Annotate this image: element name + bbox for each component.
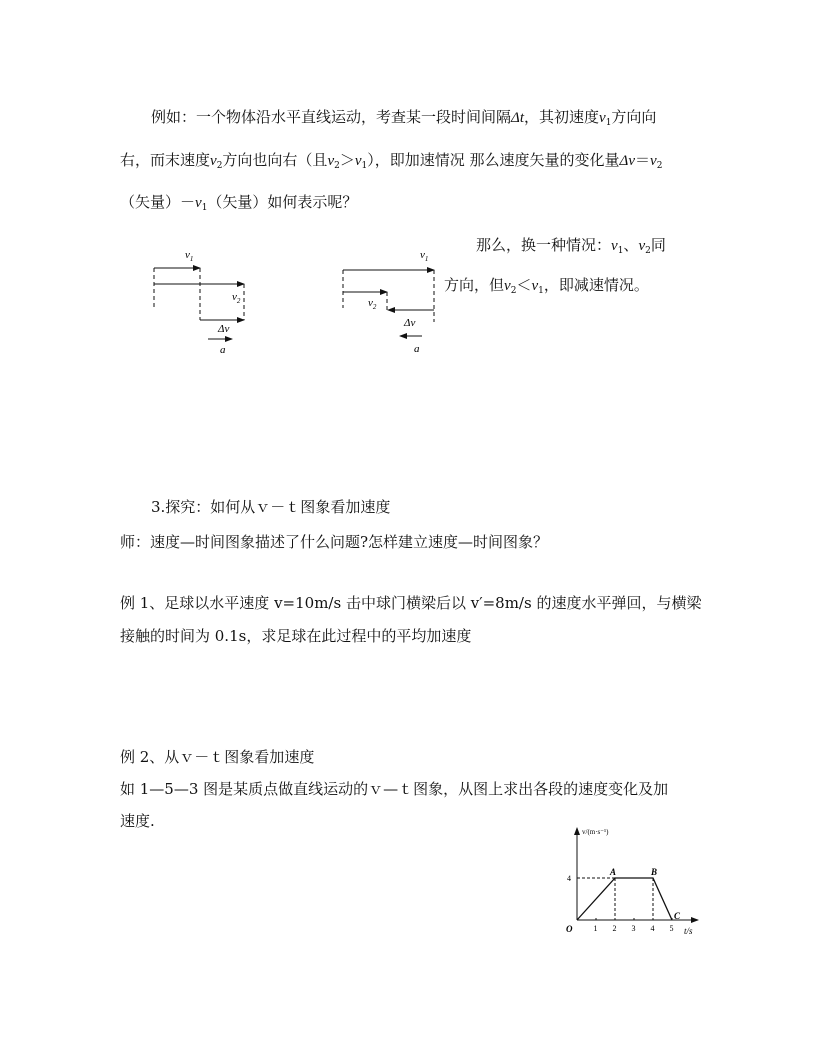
example2-title: 例 2、从ｖ－ｔ图象看加速度 [120, 748, 315, 766]
example2-line-1: 如 1—5—3 图是某质点做直线运动的ｖ—ｔ图象，从图上求出各段的速度变化及加 [120, 780, 669, 798]
x-tick-label: 1 [593, 924, 598, 933]
x-tick-label: 4 [650, 924, 655, 933]
d2-dv-label: Δv [404, 317, 416, 329]
d2-v2-label: $v_2$ [368, 297, 377, 311]
vt-chart [560, 822, 705, 940]
example1-line-1: 例 1、足球以水平速度 v=10m/s 击中球门横梁后以 v′=8m/s 的速度水平弹回，与横梁 [120, 594, 702, 612]
x-tick-label: 5 [669, 924, 674, 933]
d2-a-label: a [414, 343, 420, 355]
point-label-b: B [651, 867, 658, 877]
vector-diagram-decelerate [330, 240, 450, 360]
d1-v2-label: $v_2$ [232, 291, 241, 305]
d2-v1-label: $v_1$ [420, 249, 429, 263]
vector-diagram-accelerate [140, 240, 270, 360]
x-axis-label: t/s [684, 926, 693, 936]
y-tick-label: 4 [567, 874, 571, 883]
d1-a-label: a [220, 344, 226, 356]
intro-line-3: （矢量）$-v_1$（矢量）如何表示呢？ [120, 193, 358, 213]
d1-v1-label: $v_1$ [185, 249, 194, 263]
point-label-a: A [610, 867, 617, 877]
intro-line-1: 例如：一个物体沿水平直线运动，考查某一段时间间隔Δt，其初速度$v_1$方向向 [151, 108, 657, 128]
point-label-o: O [566, 924, 573, 934]
vt-series-line [577, 878, 672, 920]
intro-line-2: 右，而末速度$v_2$方向也向右（且$v_2>v_1$），即加速情况 那么速度矢量的变化量$\Delta v=v_2$ [120, 151, 663, 171]
d1-dv-label: Δv [218, 323, 230, 335]
second-line-1: 那么，换一种情况：$v_1$、$v_2$同 [476, 236, 666, 256]
x-tick-label: 2 [612, 924, 617, 933]
section3-title: 3.探究：如何从ｖ－ｔ图象看加速度 [151, 498, 391, 516]
x-tick-label: 3 [631, 924, 636, 933]
y-axis-label: v/(m·s⁻¹) [582, 828, 609, 836]
example1-line-2: 接触的时间为 0.1s，求足球在此过程中的平均加速度 [120, 627, 472, 645]
teacher-question: 师：速度—时间图象描述了什么问题?怎样建立速度—时间图象？ [120, 533, 549, 551]
example2-line-2: 速度. [120, 812, 155, 830]
point-label-c: C [674, 911, 681, 921]
second-line-2: 方向，但$v_2<v_1$，即减速情况。 [444, 276, 649, 296]
